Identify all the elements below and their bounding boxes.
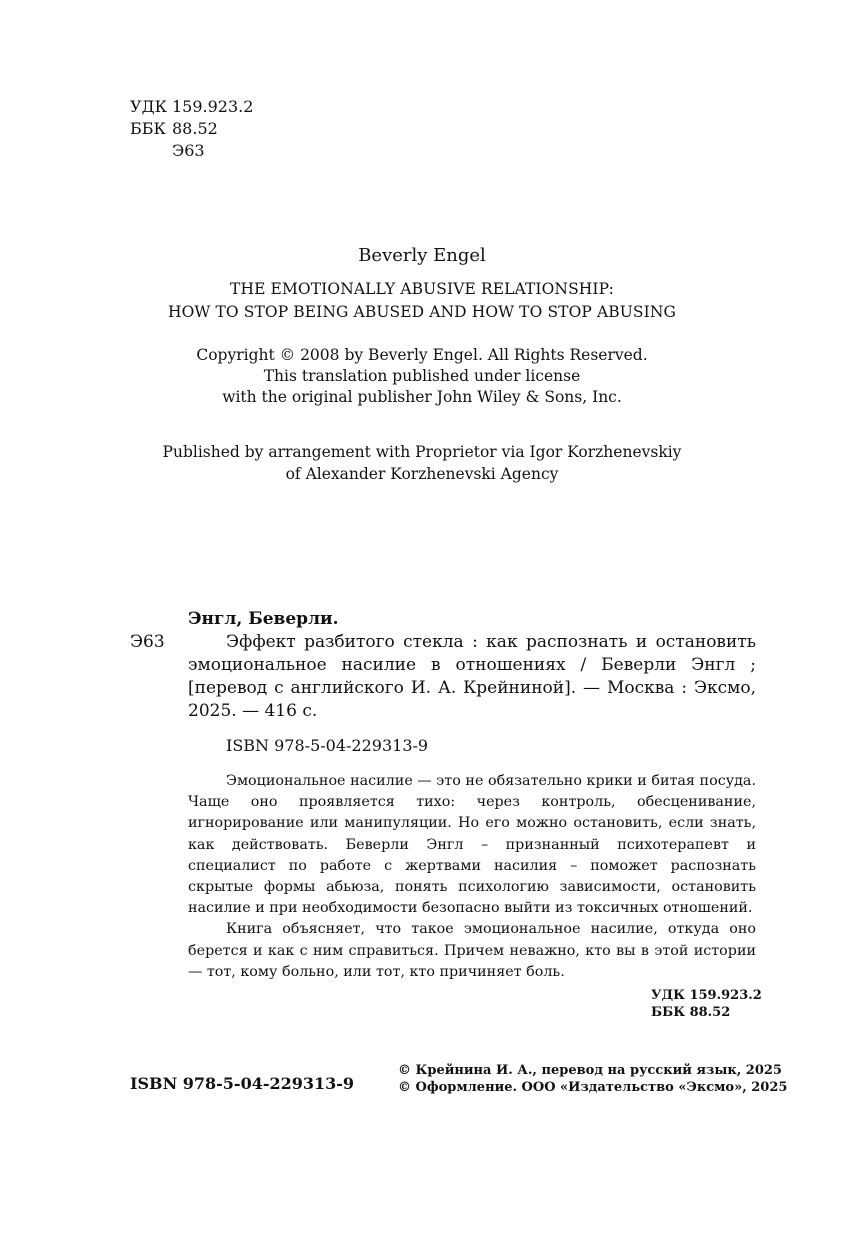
arrangement-line-2: of Alexander Korzhenevski Agency — [285, 465, 559, 483]
bbk-bottom: ББК 88.52 — [651, 1005, 731, 1020]
annotation-paragraph-1: Эмоциональное насилие — это не обязательно крики и битая посуда. Чаще оно проявляется тихо: через контроль, обесценивание, игнорирование или манипуляции. Но его можно остановить, если знать, как действовать. Беверли Энгл – признанный психотерапевт и специалист по работе с жертвами насилия – поможет распознать скрытые формы абьюза, понять психологию зависимости, остановить насилие и при необходимости безопасно выйти из токсичных отношений. — [188, 773, 756, 917]
udk-row — [130, 96, 253, 118]
copyright-design: © Оформление. ООО «Издательство «Эксмо», 2025 — [398, 1080, 788, 1095]
copyright-line-3: with the original publisher John Wiley & Sons, Inc. — [222, 388, 622, 406]
classification-block-bottom — [651, 987, 762, 1021]
author-mark: Э63 — [172, 141, 205, 160]
author-mark-row — [130, 140, 253, 162]
bibliographic-record — [130, 608, 756, 723]
bibliographic-body — [130, 631, 756, 723]
bibliographic-code: Э63 — [130, 632, 165, 652]
footer-copyrights — [398, 1062, 787, 1096]
original-title — [0, 278, 844, 324]
arrangement-notice — [0, 441, 844, 485]
udk-label: УДК — [130, 97, 167, 116]
copyright-translation: © Крейнина И. А., перевод на русский язык, 2025 — [398, 1063, 782, 1078]
original-author: Beverly Engel — [358, 245, 486, 266]
bibliographic-heading: Энгл, Беверли. — [188, 609, 339, 629]
udk-value: 159.923.2 — [172, 97, 254, 116]
annotation — [188, 771, 756, 983]
bibliographic-isbn: ISBN 978-5-04-229313-9 — [226, 736, 429, 755]
bbk-row — [130, 118, 253, 140]
annotation-paragraph-2: Книга объясняет, что такое эмоциональное насилие, откуда оно берется и как с ним справиться. Причем неважно, кто вы в этой истории — тот, кому больно, или тот, кто причиняет боль. — [188, 921, 756, 980]
bibliographic-description: Эффект разбитого стекла : как распознать и остановить эмоциональное насилие в отношениях / Беверли Энгл ; [перевод с английского И. А. Крейниной]. — Москва : Эксмо, 2025. — 416 с. — [188, 632, 756, 721]
original-title-line-2: HOW TO STOP BEING ABUSED AND HOW TO STOP ABUSING — [167, 303, 677, 321]
bbk-label: ББК — [130, 119, 166, 138]
bbk-value: 88.52 — [172, 119, 218, 138]
copyright-notice — [0, 345, 844, 408]
copyright-line-2: This translation published under license — [263, 367, 581, 385]
arrangement-line-1: Published by arrangement with Proprietor via Igor Korzhenevskiy — [162, 443, 682, 461]
footer-isbn: ISBN 978-5-04-229313-9 — [130, 1074, 355, 1093]
copyright-line-1: Copyright © 2008 by Beverly Engel. All Rights Reserved. — [196, 346, 648, 364]
original-title-line-1: THE EMOTIONALLY ABUSIVE RELATIONSHIP: — [230, 280, 614, 298]
udk-bottom: УДК 159.923.2 — [651, 988, 762, 1003]
classification-block-top — [130, 96, 253, 162]
